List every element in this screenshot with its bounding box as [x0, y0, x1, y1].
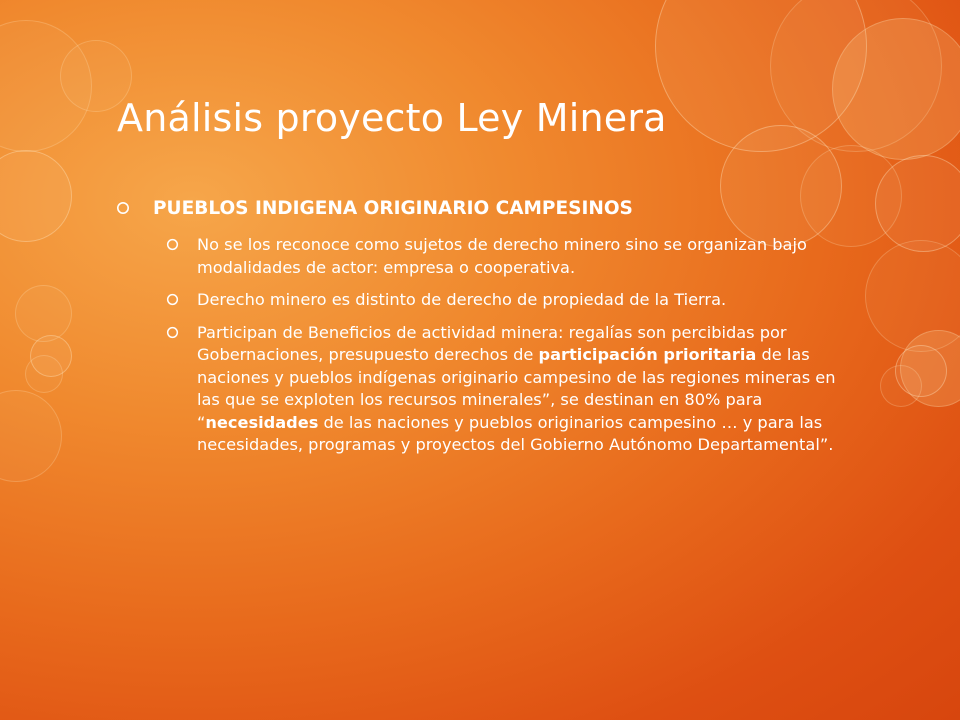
- bubble: [0, 150, 72, 242]
- ring-bullet-icon: [116, 201, 130, 215]
- slide-content: [116, 196, 846, 467]
- bubble: [15, 285, 72, 342]
- bold-text-run: participación prioritaria: [538, 345, 757, 364]
- text-run: de las naciones y pueblos originarios campesino … y para las necesidades, programas y proyectos del Gobierno Autónomo Departamental”.: [197, 412, 834, 454]
- sub-bullet: [166, 234, 846, 279]
- sub-bullet: [166, 322, 846, 457]
- bubble: [875, 155, 960, 252]
- ring-bullet-icon: [166, 238, 179, 251]
- text-run: de las naciones y pueblos indígenas originario campesino de las regiones mineras en las que se exploten los recursos minerales”, se destinan en 80% para “: [197, 345, 836, 432]
- bubble: [25, 355, 63, 393]
- sub-bullet-text: Derecho minero es distinto de derecho de propiedad de la Tierra.: [197, 290, 727, 309]
- bubble: [880, 365, 922, 407]
- sub-bullet-text: No se los reconoce como sujetos de derecho minero sino se organizan bajo modalidades de actor: empresa o cooperativa.: [197, 235, 807, 277]
- ring-bullet-icon: [166, 293, 179, 306]
- sub-bullet: [166, 289, 846, 312]
- bold-text-run: necesidades: [205, 412, 319, 432]
- heading-bullet: [116, 196, 846, 222]
- text-run: Participan de Beneficios de actividad minera: regalías son percibidas por Gobernaciones, presupuesto derechos de: [197, 322, 787, 364]
- ring-bullet-icon: [166, 326, 179, 339]
- heading-text: PUEBLOS INDIGENA ORIGINARIO CAMPESINOS: [153, 198, 633, 219]
- sub-bullet-text: [197, 323, 836, 455]
- slide-title: Análisis proyecto Ley Minera: [117, 96, 667, 140]
- bubble: [0, 390, 62, 482]
